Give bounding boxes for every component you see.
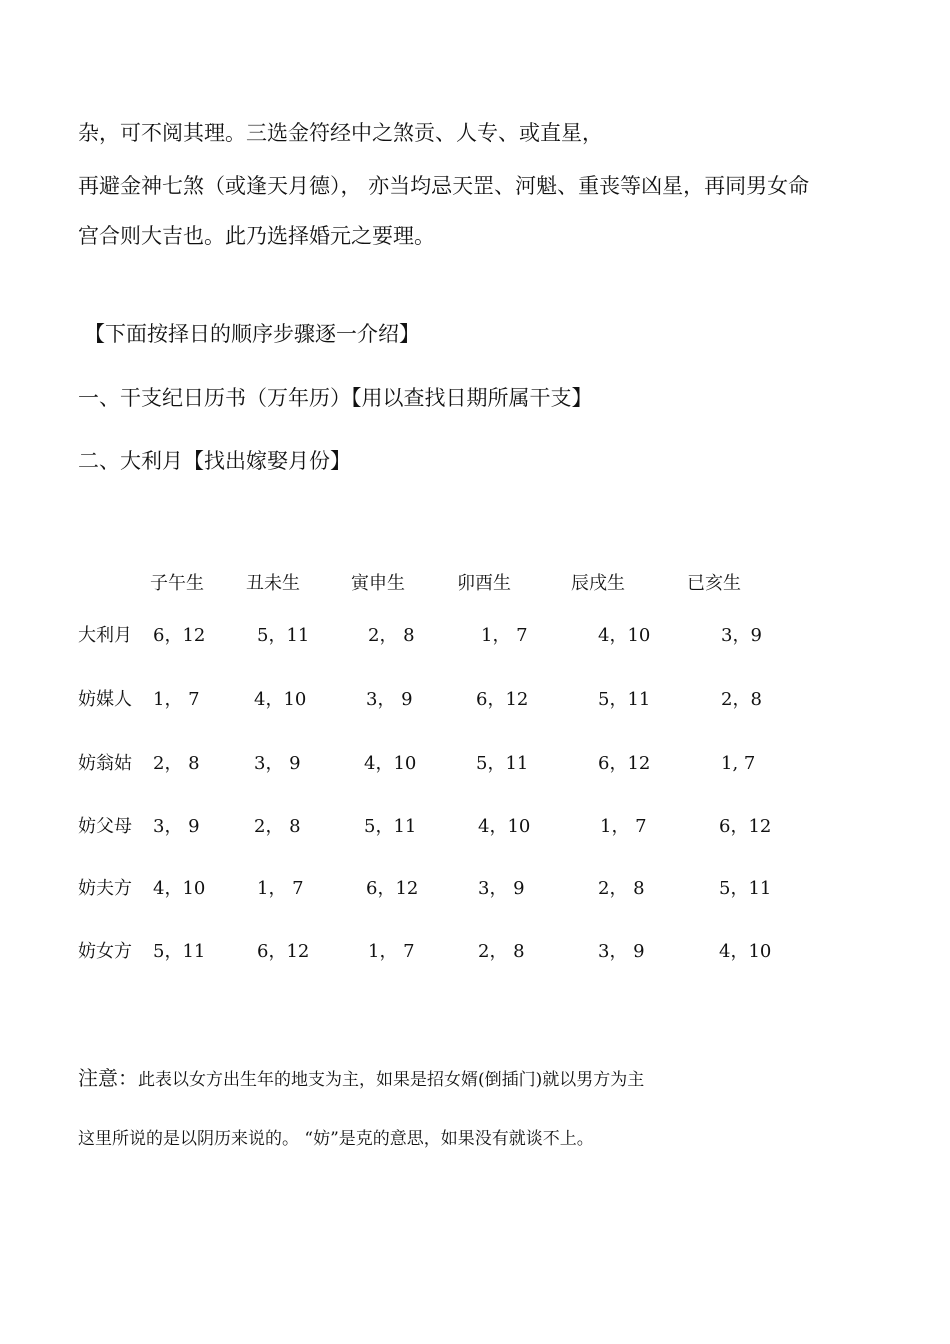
table-cell: 5，11 (719, 878, 772, 899)
table-cell: 1， 7 (153, 689, 200, 710)
row-label: 妨翁姑 (78, 753, 132, 774)
column-header: 子午生 (150, 573, 204, 594)
table-cell: 5，11 (257, 625, 310, 646)
paragraph-line-2: 再避金神七煞（或逢天月德）， 亦当均忌天罡、河魁、重丧等凶星，再同男女命 (78, 174, 810, 198)
table-cell: 6，12 (719, 816, 772, 837)
step-2: 二、大利月【找出嫁娶月份】 (78, 449, 351, 473)
table-cell: 6，12 (476, 689, 529, 710)
paragraph-line-3: 宫合则大吉也。此乃选择婚元之要理。 (78, 224, 435, 248)
column-header: 丑未生 (246, 573, 300, 594)
row-label: 妨父母 (78, 816, 132, 837)
row-label: 大利月 (78, 625, 132, 646)
table-cell: 1, 7 (721, 753, 756, 774)
table-cell: 1， 7 (368, 941, 415, 962)
row-label: 妨夫方 (78, 878, 132, 899)
column-header: 卯酉生 (457, 573, 511, 594)
table-cell: 4，10 (719, 941, 772, 962)
table-cell: 3， 9 (153, 816, 200, 837)
table-cell: 3， 9 (254, 753, 301, 774)
table-cell: 4，10 (153, 878, 206, 899)
table-cell: 2， 8 (598, 878, 645, 899)
table-cell: 3， 9 (366, 689, 413, 710)
table-cell: 6，12 (153, 625, 206, 646)
table-cell: 2， 8 (478, 941, 525, 962)
table-cell: 1， 7 (257, 878, 304, 899)
table-cell: 2，8 (721, 689, 762, 710)
table-cell: 5，11 (476, 753, 529, 774)
table-cell: 1， 7 (600, 816, 647, 837)
table-cell: 1， 7 (481, 625, 528, 646)
table-cell: 3，9 (721, 625, 762, 646)
step-1: 一、干支纪日历书（万年历）【用以查找日期所属干支】 (78, 386, 593, 410)
table-cell: 6，12 (366, 878, 419, 899)
table-cell: 2， 8 (254, 816, 301, 837)
table-cell: 5，11 (364, 816, 417, 837)
section-heading: 【下面按择日的顺序步骤逐一介绍】 (84, 322, 420, 346)
note-line-1 (78, 1066, 644, 1092)
paragraph-line-1: 杂，可不阅其理。三选金符经中之煞贡、人专、或直星， (78, 121, 603, 145)
table-cell: 4，10 (478, 816, 531, 837)
note-label: 注意： (78, 1066, 138, 1090)
table-cell: 4，10 (364, 753, 417, 774)
table-cell: 5，11 (153, 941, 206, 962)
table-cell: 4，10 (598, 625, 651, 646)
table-cell: 2， 8 (153, 753, 200, 774)
table-cell: 5，11 (598, 689, 651, 710)
table-cell: 4，10 (254, 689, 307, 710)
row-label: 妨媒人 (78, 689, 132, 710)
table-cell: 3， 9 (598, 941, 645, 962)
note-line-2: 这里所说的是以阴历来说的。 “妨”是克的意思，如果没有就谈不上。 (78, 1129, 594, 1149)
column-header: 寅申生 (351, 573, 405, 594)
table-cell: 3， 9 (478, 878, 525, 899)
column-header: 辰戌生 (571, 573, 625, 594)
table-cell: 6，12 (257, 941, 310, 962)
table-cell: 2， 8 (368, 625, 415, 646)
column-header: 已亥生 (687, 573, 741, 594)
note-text-1: 此表以女方出生年的地支为主，如果是招女婿(倒插门)就以男方为主 (138, 1070, 645, 1090)
table-cell: 6，12 (598, 753, 651, 774)
row-label: 妨女方 (78, 941, 132, 962)
